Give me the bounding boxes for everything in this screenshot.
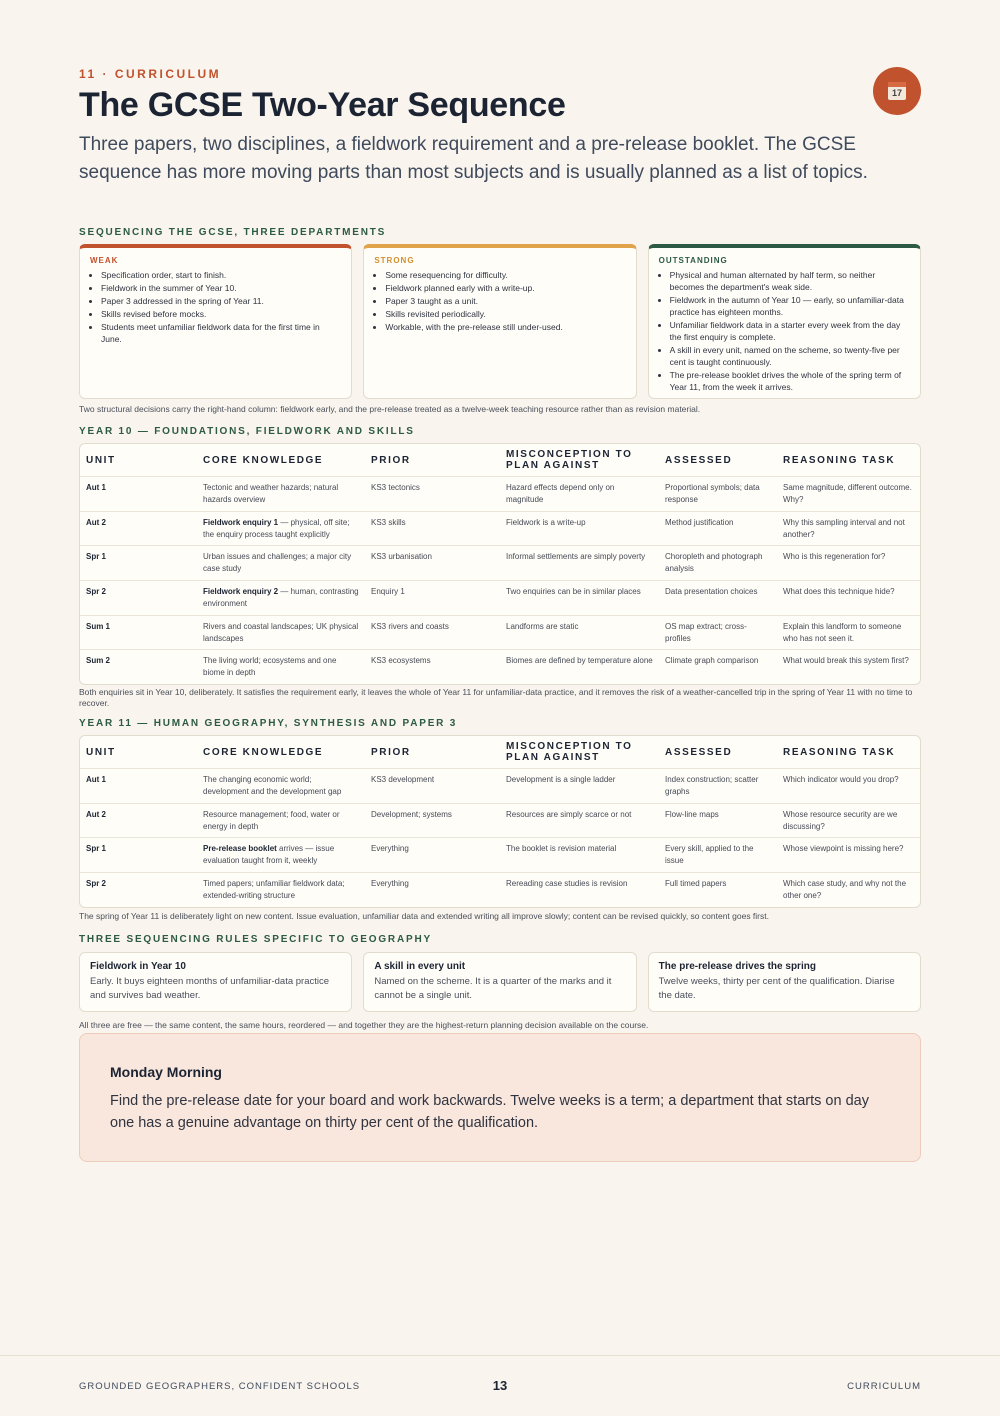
rules-cards [79, 952, 921, 1012]
rule-card [363, 952, 636, 1012]
rules-heading: THREE SEQUENCING RULES SPECIFIC TO GEOGRAPHY [79, 934, 432, 945]
cell-assessed: Data presentation choices [665, 587, 758, 597]
cell-prior: Development; systems [371, 809, 452, 819]
cell-assessed: Every skill, applied to the issue [665, 844, 754, 866]
list-item: • Students meet unfamiliar fieldwork data for the first time in June. [101, 321, 341, 345]
footer-right: CURRICULUM [847, 1381, 921, 1392]
cell-misconception: Rereading case studies is revision [506, 879, 628, 889]
cell-core-knowledge [197, 804, 365, 838]
cell-core-knowledge [197, 581, 365, 615]
rule-card [79, 952, 352, 1012]
comparison-heading: SEQUENCING THE GCSE, THREE DEPARTMENTS [79, 227, 387, 238]
cell-core-knowledge [197, 838, 365, 872]
rule-card [648, 952, 921, 1012]
core-text: — human, contrasting environment [203, 587, 359, 609]
rules-note: All three are free — the same content, the same hours, reordered — and together they are the highest-return planning decision available on the course. [79, 1020, 649, 1030]
list-item: • Some resequencing for difficulty. [385, 269, 625, 281]
cell-prior: Everything [371, 879, 409, 889]
core-emphasis: Fieldwork enquiry 2 [203, 587, 279, 597]
column-header: UNIT [86, 454, 116, 466]
year11-note: The spring of Year 11 is deliberately light on new content. Issue evaluation, unfamiliar data and extended writing all improve slowly; content can be revised quickly, so content goes first. [79, 911, 769, 921]
list-item: • Fieldwork planned early with a write-up. [385, 282, 625, 294]
list-item: • Skills revisited periodically. [385, 308, 625, 320]
core-text: Tectonic and weather hazards; natural hazards overview [203, 483, 339, 504]
cell-misconception: Informal settlements are simply poverty [506, 552, 646, 562]
cell-assessed: Proportional symbols; data response [665, 483, 760, 504]
cell-reasoning-task: Which case study, and why not the other one? [783, 879, 907, 901]
cell-reasoning-task: What does this technique hide? [783, 587, 895, 597]
column-header: REASONING TASK [783, 746, 896, 758]
card-label: WEAK [90, 256, 119, 265]
cell-assessed: OS map extract; cross-profiles [665, 621, 747, 643]
cell-reasoning-task: Which indicator would you drop? [783, 775, 899, 784]
page-number: 13 [492, 1378, 508, 1393]
core-text: Urban issues and challenges; a major city case study [203, 552, 352, 574]
table-header-row [80, 736, 920, 768]
cell-prior: KS3 rivers and coasts [371, 621, 449, 631]
column-header: MISCONCEPTION TO PLAN AGAINST [506, 449, 633, 471]
core-text: arrives — issue evaluation taught from it, weekly [203, 844, 335, 866]
cell-unit: Sum 2 [86, 656, 111, 666]
lede-paragraph: Three papers, two disciplines, a fieldwork requirement and a pre-release booklet. The GCSE sequence has more moving parts than most subjects and is usually planned as a list of topics. [79, 134, 868, 183]
callout-title: Monday Morning [110, 1064, 222, 1080]
table-row [80, 511, 920, 546]
core-text: Rivers and coastal landscapes; UK physical landscapes [203, 621, 359, 643]
column-header: PRIOR [371, 454, 411, 466]
card-label: STRONG [374, 256, 415, 265]
calendar-badge [873, 67, 921, 115]
cell-unit: Aut 1 [86, 775, 106, 784]
list-item: • Fieldwork in the summer of Year 10. [101, 282, 341, 294]
cell-misconception: Resources are simply scarce or not [506, 809, 632, 819]
cell-misconception: Biomes are defined by temperature alone [506, 656, 653, 666]
list-item: • Unfamiliar fieldwork data in a starter every week from the day the first enquiry is complete. [670, 319, 910, 343]
column-header: PRIOR [371, 746, 411, 758]
cell-prior: Enquiry 1 [371, 587, 405, 597]
table-row [80, 615, 920, 650]
cell-prior: KS3 tectonics [371, 483, 420, 492]
table-row [80, 476, 920, 511]
cell-unit: Aut 2 [86, 517, 106, 527]
calendar-day: 17 [891, 88, 902, 98]
cell-reasoning-task: Same magnitude, different outcome. Why? [783, 483, 912, 504]
cell-unit: Spr 2 [86, 879, 107, 889]
year10-heading: YEAR 10 — FOUNDATIONS, FIELDWORK AND SKILLS [79, 426, 415, 437]
cell-core-knowledge [197, 512, 365, 546]
footer-left: GROUNDED GEOGRAPHERS, CONFIDENT SCHOOLS [79, 1381, 361, 1392]
card-weak [79, 244, 352, 399]
list-item: • Physical and human alternated by half term, so neither becomes the department's weak side. [670, 269, 910, 293]
year10-note: Both enquiries sit in Year 10, deliberately. It satisfies the requirement early, it leaves the whole of Year 11 for unfamiliar-data practice, and it removes the risk of a weather-cancelled trip in the spring of Year 11 with no time to recover. [79, 687, 913, 708]
cell-reasoning-task: Whose resource security are we discussing? [783, 809, 898, 831]
list-item: • Fieldwork in the autumn of Year 10 — early, so unfamiliar-data practice has eighteen months. [670, 294, 910, 318]
comparison-note: Two structural decisions carry the right-hand column: fieldwork early, and the pre-release treated as a twelve-week teaching resource rather than as revision material. [79, 404, 701, 414]
cell-misconception: Landforms are static [506, 621, 579, 631]
core-text: Resource management; food, water or energy in depth [203, 809, 340, 831]
list-item: • Workable, with the pre-release still under-used. [385, 321, 625, 333]
table-row [80, 649, 920, 684]
core-text: — physical, off site; the enquiry process taught explicitly [203, 517, 350, 539]
cell-assessed: Choropleth and photograph analysis [665, 552, 763, 574]
section-kicker: 11 · CURRICULUM [79, 67, 222, 81]
cell-reasoning-task: What would break this system first? [783, 656, 909, 666]
cell-unit: Aut 2 [86, 809, 106, 819]
table-header-row [80, 444, 920, 476]
cell-reasoning-task: Who is this regeneration for? [783, 552, 886, 562]
cell-unit: Spr 1 [86, 844, 107, 854]
cell-misconception: Hazard effects depend only on magnitude [506, 483, 615, 504]
page-title: The GCSE Two-Year Sequence [79, 86, 566, 124]
rule-title: A skill in every unit [374, 961, 466, 972]
core-text: Timed papers; unfamiliar fieldwork data; extended-writing structure [203, 879, 345, 901]
callout-body: Find the pre-release date for your board and work backwards. Twelve weeks is a term; a department that starts on day one has a genuine advantage on thirty per cent of the qualification. [110, 1093, 869, 1131]
list-item: • Skills revised before mocks. [101, 308, 341, 320]
list-item: • Paper 3 addressed in the spring of Year 11. [101, 295, 341, 307]
cell-prior: KS3 ecosystems [371, 656, 431, 666]
core-text: The changing economic world; development and the development gap [203, 775, 342, 796]
cell-reasoning-task: Why this sampling interval and not another? [783, 517, 905, 539]
table-row [80, 545, 920, 580]
cell-assessed: Flow-line maps [665, 809, 719, 819]
list-item: • The pre-release booklet drives the whole of the spring term of Year 11, from the week it arrives. [670, 369, 910, 393]
rule-title: Fieldwork in Year 10 [90, 961, 186, 972]
column-header: MISCONCEPTION TO PLAN AGAINST [506, 741, 633, 763]
cell-assessed: Index construction; scatter graphs [665, 775, 759, 796]
cell-reasoning-task: Whose viewpoint is missing here? [783, 844, 904, 854]
rule-body: Early. It buys eighteen months of unfamiliar-data practice and survives bad weather. [90, 976, 330, 1001]
list-item: • Specification order, start to finish. [101, 269, 341, 281]
cell-unit: Aut 1 [86, 483, 106, 492]
list-item: • A skill in every unit, named on the scheme, so twenty-five per cent is taught continuously. [670, 344, 910, 368]
cell-core-knowledge [197, 477, 365, 511]
cell-prior: KS3 skills [371, 517, 406, 527]
cell-reasoning-task: Explain this landform to someone who has not seen it. [783, 621, 902, 643]
cell-assessed: Method justification [665, 517, 734, 527]
column-header: CORE KNOWLEDGE [203, 454, 324, 466]
cell-assessed: Full timed papers [665, 879, 727, 889]
card-label: OUTSTANDING [658, 256, 728, 265]
comparison-cards [79, 244, 921, 399]
core-emphasis: Pre-release booklet [203, 844, 277, 854]
cell-prior: Everything [371, 844, 409, 854]
cell-core-knowledge [197, 546, 365, 580]
cell-core-knowledge [197, 769, 365, 803]
table-row [80, 872, 920, 907]
cell-assessed: Climate graph comparison [665, 656, 759, 666]
rule-title: The pre-release drives the spring [658, 961, 816, 972]
cell-misconception: The booklet is revision material [506, 844, 617, 854]
table-row [80, 580, 920, 615]
core-emphasis: Fieldwork enquiry 1 [203, 517, 279, 527]
cell-misconception: Two enquiries can be in similar places [506, 587, 641, 597]
column-header: ASSESSED [665, 454, 733, 466]
rule-body: Named on the scheme. It is a quarter of the marks and it cannot be a single unit. [374, 976, 612, 1001]
core-text: The living world; ecosystems and one biome in depth [203, 656, 337, 678]
column-header: UNIT [86, 746, 116, 758]
cell-misconception: Development is a single ladder [506, 775, 616, 784]
cell-misconception: Fieldwork is a write-up [506, 517, 586, 527]
year11-heading: YEAR 11 — HUMAN GEOGRAPHY, SYNTHESIS AND PAPER 3 [79, 718, 458, 729]
cell-core-knowledge [197, 616, 365, 650]
list-item: • Paper 3 taught as a unit. [385, 295, 625, 307]
cell-core-knowledge [197, 650, 365, 684]
year11-table [79, 735, 921, 908]
column-header: REASONING TASK [783, 454, 896, 466]
page-footer [0, 1355, 1000, 1416]
cell-unit: Sum 1 [86, 621, 111, 631]
monday-morning-callout [79, 1033, 921, 1162]
rule-body: Twelve weeks, thirty per cent of the qualification. Diarise the date. [658, 976, 895, 1001]
table-row [80, 803, 920, 838]
table-row [80, 768, 920, 803]
cell-prior: KS3 development [371, 775, 435, 784]
year10-table [79, 443, 921, 685]
cell-prior: KS3 urbanisation [371, 552, 432, 562]
card-strong [363, 244, 636, 399]
cell-unit: Spr 2 [86, 587, 107, 597]
column-header: CORE KNOWLEDGE [203, 746, 324, 758]
calendar-icon [888, 82, 906, 100]
cell-unit: Spr 1 [86, 552, 107, 562]
column-header: ASSESSED [665, 746, 733, 758]
table-row [80, 837, 920, 872]
cell-core-knowledge [197, 873, 365, 907]
card-outstanding [648, 244, 921, 399]
